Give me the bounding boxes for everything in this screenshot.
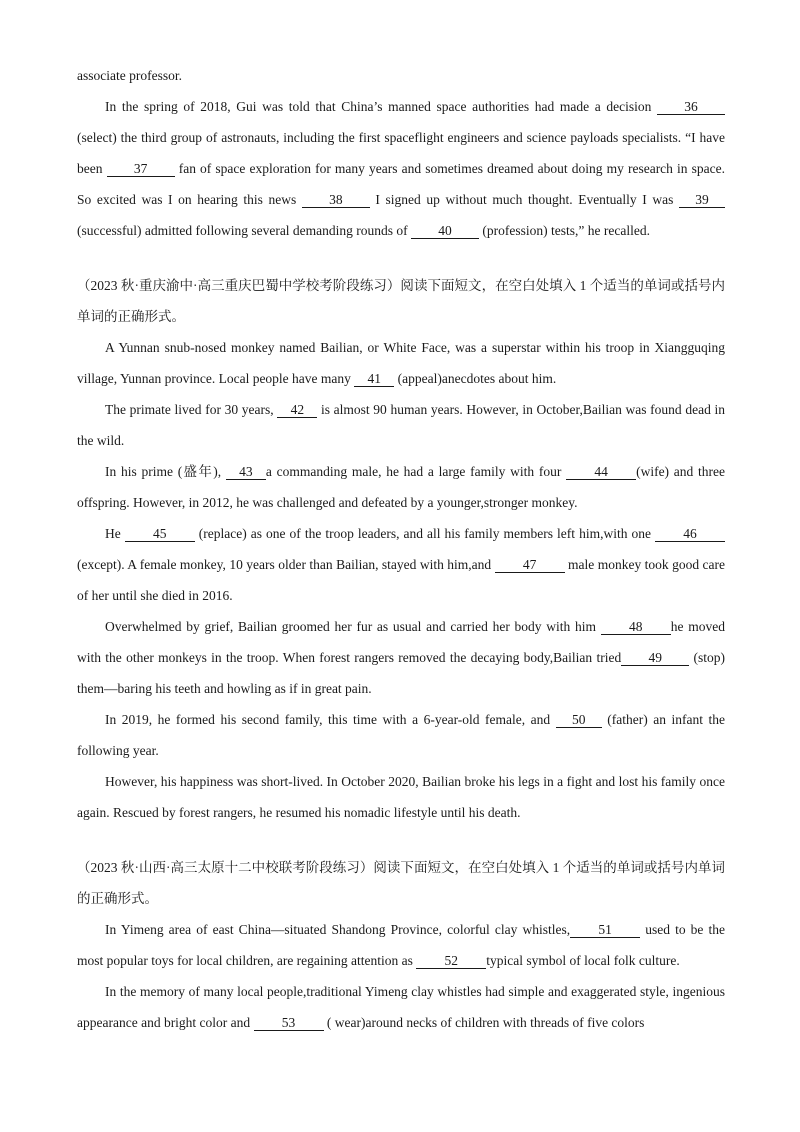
blank-38[interactable]: 38 (302, 192, 370, 208)
section-header-shanxi: （2023 秋·山西·高三太原十二中校联考阶段练习）阅读下面短文，在空白处填入 1 个适当的单词或括号内单词的正确形式。 (77, 860, 725, 906)
blank-37[interactable]: 37 (107, 161, 175, 177)
blank-53[interactable]: 53 (254, 1015, 324, 1031)
paragraph-bailian-end: However, his happiness was short-lived. In October 2020, Bailian broke his legs in a fight and lost his family once again. Rescued by forest rangers, he resumed his nomadic lifestyle until his death. (77, 774, 725, 820)
paragraph-bailian-intro: A Yunnan snub-nosed monkey named Bailian, or White Face, was a superstar within his troop in Xiangguqing village, Yunnan province. Local people have many 41 (appeal)anecdotes about him. (77, 340, 725, 386)
blank-45[interactable]: 45 (125, 526, 195, 542)
blank-50[interactable]: 50 (556, 712, 602, 728)
paragraph-yimeng-memory: In the memory of many local people,traditional Yimeng clay whistles had simple and exaggerated style, ingenious appearance and bright color and 53 ( wear)around necks of children with threads of five colors (77, 984, 725, 1030)
paragraph-yimeng-intro: In Yimeng area of east China—situated Shandong Province, colorful clay whistles, 51 used to be the most popular toys for local children, are regaining attention as 52 typical symbol of local folk culture. (77, 922, 725, 968)
section-header-chongqing: （2023 秋·重庆渝中·高三重庆巴蜀中学校考阶段练习）阅读下面短文，在空白处填入 1 个适当的单词或括号内单词的正确形式。 (77, 278, 725, 324)
blank-44[interactable]: 44 (566, 464, 636, 480)
carry-over-line: associate professor. (77, 68, 182, 83)
paragraph-bailian-grief: Overwhelmed by grief, Bailian groomed her fur as usual and carried her body with him 48 he moved with the other monkeys in the troop. When forest rangers removed the decaying body,Bailian tried 49 (stop) them—baring his teeth and howling as if in great pain. (77, 619, 725, 696)
paragraph-bailian-second-family: In 2019, he formed his second family, this time with a 6-year-old female, and 50 (father) an infant the following year. (77, 712, 725, 758)
paragraph-gui-astronaut: In the spring of 2018, Gui was told that China’s manned space authorities had made a decision 36 (select) the third group of astronauts, including the first spaceflight engineers and science payloads specialists. “I have been 37 fan of space exploration for many years and sometimes dreamed about doing my research in space. So excited was I on hearing this news 38 I signed up without much thought. Eventually I was 39 (successful) admitted following several demanding rounds of 40 (profession) tests,” he recalled. (77, 99, 725, 238)
blank-36[interactable]: 36 (657, 99, 725, 115)
blank-43[interactable]: 43 (226, 464, 266, 480)
blank-51[interactable]: 51 (570, 922, 640, 938)
paragraph-bailian-replaced: He 45 (replace) as one of the troop leaders, and all his family members left him,with one 46 (except). A female monkey, 10 years older than Bailian, stayed with him,and 47 male monkey took good care of her until she died in 2016. (77, 526, 725, 603)
blank-41[interactable]: 41 (354, 371, 394, 387)
paragraph-bailian-prime: In his prime (盛年), 43 a commanding male, he had a large family with four 44 (wife) and three offspring. However, in 2012, he was challenged and defeated by a younger,stronger monkey. (77, 464, 726, 510)
blank-52[interactable]: 52 (416, 953, 486, 969)
blank-47[interactable]: 47 (495, 557, 565, 573)
paragraph-bailian-age: The primate lived for 30 years, 42 is almost 90 human years. However, in October,Bailian was found dead in the wild. (77, 402, 725, 448)
blank-49[interactable]: 49 (621, 650, 689, 666)
blank-46[interactable]: 46 (655, 526, 725, 542)
blank-39[interactable]: 39 (679, 192, 725, 208)
blank-48[interactable]: 48 (601, 619, 671, 635)
blank-42[interactable]: 42 (277, 402, 317, 418)
blank-40[interactable]: 40 (411, 223, 479, 239)
